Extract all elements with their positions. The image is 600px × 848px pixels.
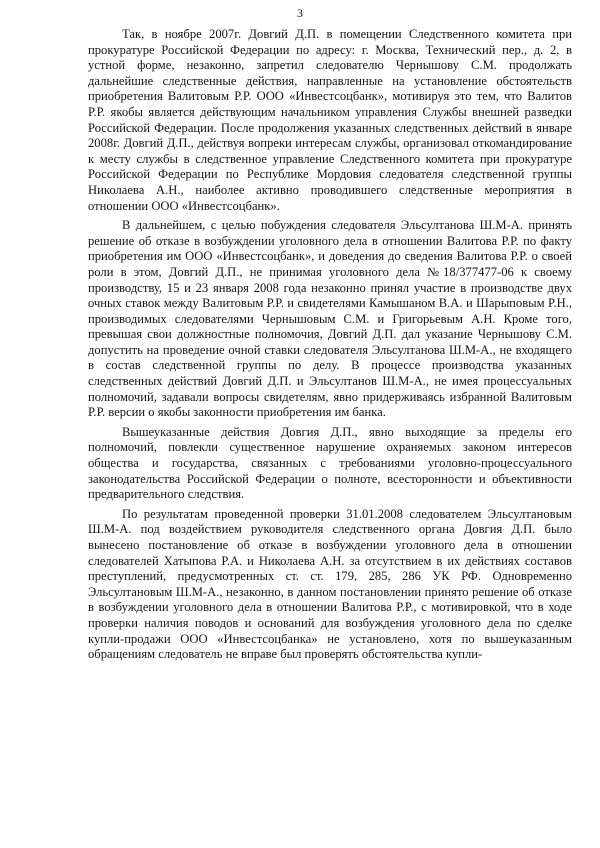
paragraph-3: Вышеуказанные действия Довгия Д.П., явно выходящие за пределы его полномочий, повлекли существенное нарушение охраняемых законом интересов общества и государства, связанных с требованиями уголовно-процессуального законодательства Российской Федерации о полноте, всесторонности и объективности предварительного следствия.	[88, 424, 572, 502]
paragraph-1: Так, в ноябре 2007г. Довгий Д.П. в помещении Следственного комитета при прокуратуре Российской Федерации по адресу: г. Москва, Технический пер., д. 2, в устной форме, незаконно, запретил следователю Чернышову С.М. продолжать дальнейшие следственные действия, направленные на установление обстоятельств приобретения Валитовым Р.Р. ООО «Инвестсоцбанк», мотивируя это тем, что Валитов Р.Р. якобы является действующим начальником управления Службы внешней разведки Российской Федерации. После продолжения указанных следственных действий в январе 2008г. Довгий Д.П., действуя вопреки интересам службы, организовал откомандирование к месту службы в следственное управление Следственного комитета при прокуратуре Российской Федерации по Республике Мордовия следователя следственной группы Николаева А.Н., наиболее активно проводившего следственные мероприятия в отношении ООО «Инвестсоцбанк».	[88, 27, 572, 213]
paragraph-2: В дальнейшем, с целью побуждения следователя Эльсултанова Ш.М-А. принять решение об отказе в возбуждении уголовного дела в отношении Валитова Р.Р. по факту приобретения им ООО «Инвестсоцбанк», и доведения до сведения Валитова Р.Р. о своей роли в этом, Довгий Д.П., не принимая уголовного дела №18/377477-06 к своему производству, 15 и 23 января 2008 года незаконно принял участие в производстве двух очных ставок между Валитовым Р.Р. и свидетелями Камышаном В.А. и Шарыповым Р.Н., производимых следователями Чернышовым С.М. и Григорьевым А.Н. Кроме того, превышая свои должностные полномочия, Довгий Д.П. дал указание Чернышову С.М. допустить на проведение очной ставки следователя Эльсултанова Ш.М-А., не входящего в состав следственной группы по делу. В процессе производства указанных следственных действий Довгий Д.П. и Эльсултанов Ш.М-А., не имея процессуальных полномочий, задавали вопросы свидетелям, явно придерживаясь избранной Валитовым Р.Р. версии о якобы законности приобретения им банка.	[88, 218, 572, 420]
page-number: 3	[297, 6, 303, 20]
paragraph-4: По результатам проведенной проверки 31.01.2008 следователем Эльсултановым Ш.М-А. под воздействием руководителя следственного органа Довгия Д.П. было вынесено постановление об отказе в возбуждении уголовного дела в отношении следователей Хатыпова Р.А. и Николаева А.Н. за отсутствием в их действиях составов преступлений, предусмотренных ст. ст. 179, 285, 286 УК РФ. Одновременно Эльсултановым Ш.М-А., незаконно, в данном постановлении принято решение об отказе в возбуждении уголовного дела в отношении Валитова Р.Р., с мотивировкой, что в ходе проверки наличия поводов и оснований для возбуждения уголовного дела по сделке купли-продажи ООО «Инвестсоцбанка» не установлено, хотя по вышеуказанным обращениям следователь не вправе был проверять обстоятельства купли-	[88, 506, 572, 662]
document-body	[88, 27, 572, 667]
